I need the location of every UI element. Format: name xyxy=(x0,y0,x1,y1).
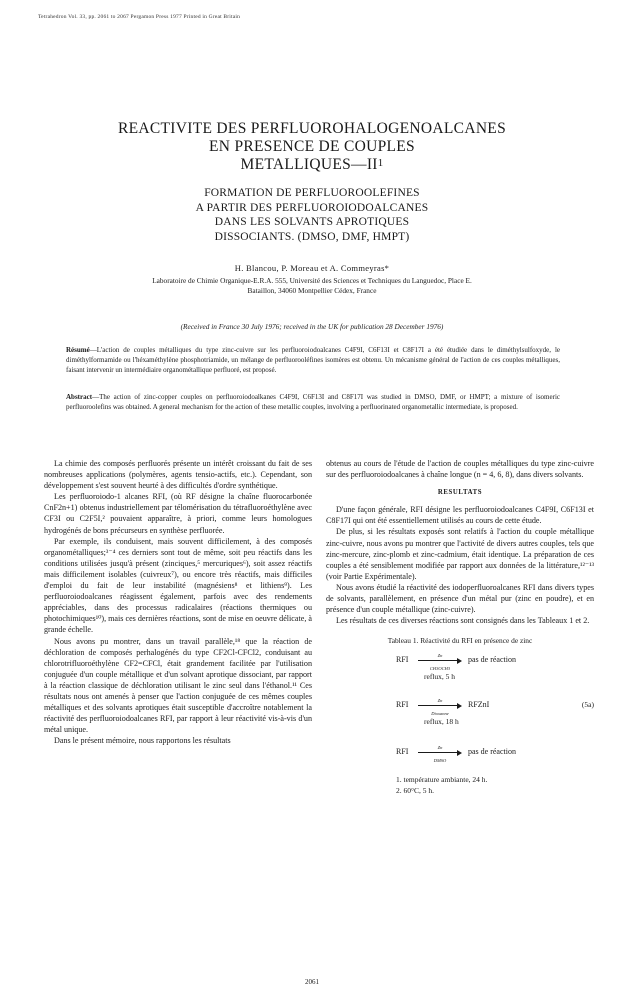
product: pas de réaction xyxy=(468,655,516,665)
body-paragraph: Nous avons pu montrer, dans un travail parallèle,¹⁸ que la réaction de déchloration de composés perhalogénés du type CF2Cl-CFCl2, conduisant au chlorotrifluoroéthylène CF2=CFCl, était grandement facilitée par l'utilisation conjuguée d'un couple métallique et d'un solvant aprotique dissociant, par rapport à la réaction classique de déchloration utilisant le zinc seul dans l'éthanol.¹¹ Ces résultats nous ont amenés à penser que l'action conjuguée de ces mêmes couples métalliques et des solvants aprotiques était susceptible d'accroître notablement la réactivité des perfluoroiodoalcanes RFI, par rapport à leur réactivité vis-à-vis d'un métal unique. xyxy=(44,636,312,735)
product: pas de réaction xyxy=(468,747,516,757)
right-column xyxy=(326,458,594,837)
solvent-label: DMSO xyxy=(433,758,447,764)
title-line: REACTIVITE DES PERFLUOROHALOGENOALCANES xyxy=(118,120,506,137)
body-paragraph: Les résultats de ces diverses réactions sont consignés dans les Tableaux 1 et 2. xyxy=(336,616,590,626)
article-title xyxy=(60,120,564,174)
body-paragraph: La chimie des composés perfluorés présente un intérêt croissant du fait de ses nombreuses applications (polymères, agents tensio-actifs, etc.). Cependant, son développement s'est souvent heurté à des difficultés d'ordre synthétique. xyxy=(44,459,312,491)
equation-number: (5a) xyxy=(581,700,594,710)
product: RFZnI xyxy=(468,700,490,710)
body-paragraph: obtenus au cours de l'étude de l'action de couples métalliques du type zinc-cuivre sur des perfluoroiodoalcanes à chaîne longue (n = 4, 6, 8), dans divers solvants. xyxy=(326,459,594,480)
body-paragraph: Les perfluoroiodo-1 alcanes RFI, (où RF désigne la chaîne fluorocarbonée CnF2n+1) obtenus industriellement par télomérisation du tétrafluoroéthylène avec CF3I ou C2F5I,² pouvaient apparaître, à priori, comme leurs homologues hydrogénés de bons précurseurs en synthèse perfluorée. xyxy=(44,492,312,535)
reagent-label: Zn xyxy=(437,653,443,659)
table-note: 2. 60°C, 5 h. xyxy=(396,786,435,796)
page-number: 2061 xyxy=(305,978,319,986)
affiliation-line: Bataillon, 34060 Montpellier Cédex, France xyxy=(247,286,377,295)
table-caption: Tableau 1. Réactivité du RFI en présence de zinc xyxy=(387,636,533,646)
subtitle-line: FORMATION DE PERFLUOROOLEFINES xyxy=(204,187,420,199)
reaction-arrow xyxy=(418,705,460,706)
reaction-condition: reflux, 18 h xyxy=(424,717,459,727)
reactant: RFI xyxy=(396,747,409,757)
resume-text: —L'action de couples métalliques du type zinc-cuivre sur les perfluoroiodoalcanes C4F9I, C6F13I et C8F17I a été étudiée dans le diméthylsulfoxyde, le diméthylformamide ou l'héxaméthylène phosphotriamide, un mélange de perfluorooléfines isomères est obtenu. Un mécanisme général de l'action de ces couples métalliques, faisant intervenir un intermédiaire organométallique perfluoré, est proposé. xyxy=(66,346,560,374)
body-paragraph: Dans le présent mémoire, nous rapportons les résultats xyxy=(54,736,231,746)
reactant: RFI xyxy=(396,700,409,710)
reaction-condition: reflux, 5 h xyxy=(424,672,456,682)
reaction-arrow xyxy=(418,660,460,661)
left-column xyxy=(44,458,312,746)
table-note: 1. température ambiante, 24 h. xyxy=(396,775,488,785)
abstract-lead: Abstract xyxy=(66,393,93,401)
title-line xyxy=(60,156,564,174)
title-line: EN PRESENCE DE COUPLES xyxy=(209,138,415,155)
title-footnote-mark: 1 xyxy=(377,157,384,169)
body-paragraph: De plus, si les résultats exposés sont relatifs à l'action du couple métallique zinc-cuivre, nous avons pu montrer que l'activité de divers autres couples, tels que zinc-mercure, zinc-plomb et zinc-cadmium, était identique. La préparation de ces couples a été sensiblement modifiée par rapport aux données de la littérature,¹²⁻¹³ (voir Partie Expérimentale). xyxy=(326,527,594,581)
reagent-label: Zn xyxy=(437,745,443,751)
abstract-block xyxy=(66,392,560,412)
article-subtitle xyxy=(80,186,544,244)
abstract-text: —The action of zinc-copper couples on perfluoroiodoalkanes C4F9I, C6F13I and C8F17I was studied in DMSO, DMF, or HMPT; a mixture of isomeric perfluoroolefins was obtained. A general mechanism for the action of these metallic couples, involving a perfluorinated organometallic intermediate, is proposed. xyxy=(66,393,560,411)
author-list: H. Blancou, P. Moreau et A. Commeyras* xyxy=(234,263,390,273)
table-notes xyxy=(396,774,487,796)
affiliation xyxy=(50,276,574,296)
subtitle-line: DANS LES SOLVANTS APROTIQUES xyxy=(214,216,410,228)
running-header: Tetrahedron Vol. 33, pp. 2061 to 2067 Pergamon Press 1977 Printed in Great Britain xyxy=(38,14,241,20)
body-paragraph: D'une façon générale, RFI désigne les perfluoroiodoalcanes C4F9I, C6F13I et C8F17I qui ont été essentiellement utilisés au cours de cette étude. xyxy=(326,505,594,526)
resume-lead: Résumé xyxy=(66,346,90,354)
affiliation-line: Laboratoire de Chimie Organique-E.R.A. 555, Université des Sciences et Techniques du Languedoc, Place E. xyxy=(152,276,472,285)
subtitle-line: DISSOCIANTS. (DMSO, DMF, HMPT) xyxy=(214,230,410,243)
reactant: RFI xyxy=(396,655,409,665)
body-paragraph: Nous avons étudié la réactivité des iodoperfluoroalcanes RFI dans divers types de solvants, parallèlement, en présence d'un métal pur (zinc en poudre), et en présence d'un couple métallique (zinc-cuivre). xyxy=(326,582,594,615)
resume-block xyxy=(66,345,560,375)
reaction-table xyxy=(326,652,594,837)
reagent-label: Zn xyxy=(437,698,443,704)
reaction-arrow xyxy=(418,752,460,753)
subtitle-line: A PARTIR DES PERFLUOROIODOALCANES xyxy=(195,201,429,214)
solvent-label: CH3OCH3 xyxy=(429,666,451,672)
reaction-scheme xyxy=(326,654,594,694)
title-line-text: METALLIQUES—II xyxy=(240,156,378,173)
received-dates: (Received in France 30 July 1976; received in the UK for publication 28 December 1976) xyxy=(180,322,444,331)
reaction-scheme xyxy=(326,699,594,739)
section-heading: RESULTATS xyxy=(437,489,483,497)
body-paragraph: Par exemple, ils conduisent, mais souvent difficilement, à des composés organométalliques;³⁻⁴ ces derniers sont tout de même, soit peu réactifs dans les conditions utilisées jusqu'à présent (zinciques,⁵ mercuriques⁶), soit assez réactifs mais difficilement isolables (cuivreux⁷), ou encore très réactifs, mais difficiles d'emploi du fait de leur instabilité (magnésiens⁸ et lithiens⁹). Les perfluoroiodoalcanes réagissent également, parfois avec des rendements appréciables, dans des processus radicalaires (réactions thermiques ou photochimiques¹⁰), mais ces dernières réactions, sont de mise en oeuvre délicate, à grande échelle. xyxy=(44,536,312,635)
solvent-label: Dioxanne xyxy=(431,711,449,717)
